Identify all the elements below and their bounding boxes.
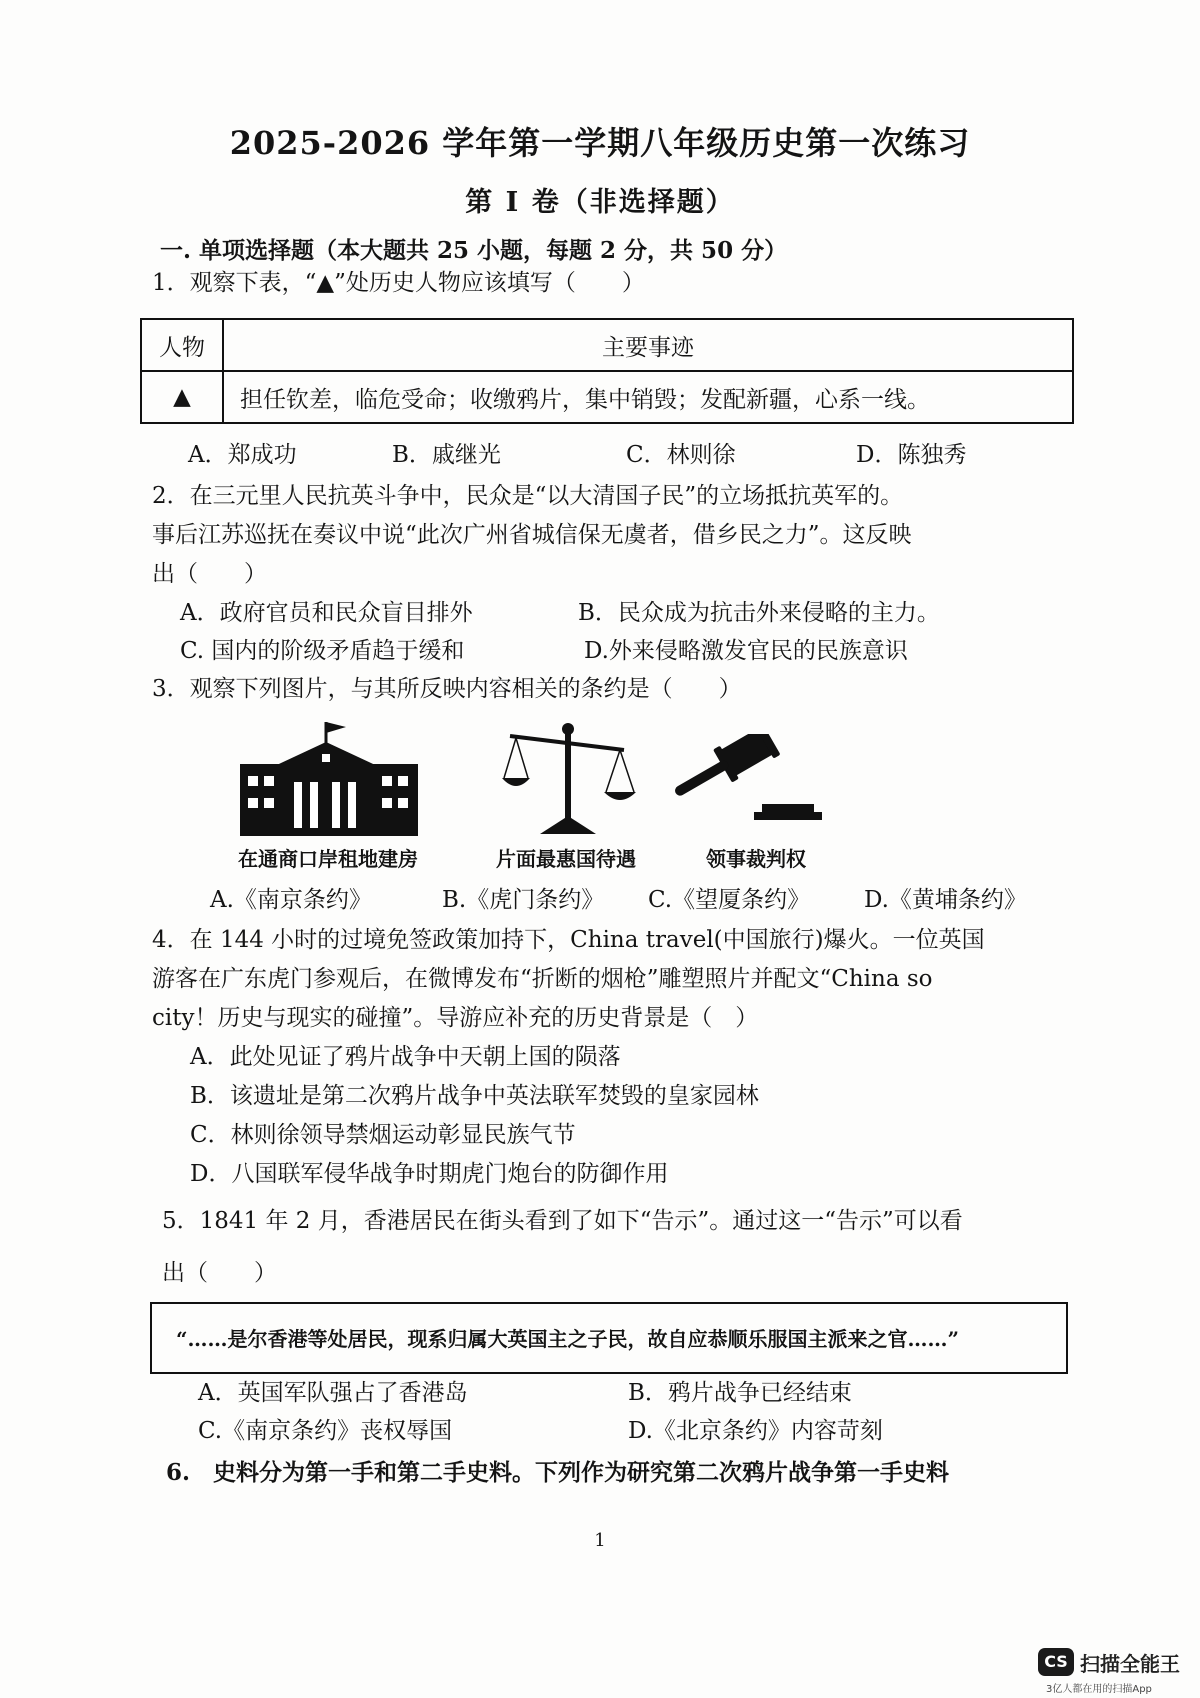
q2-option-b: B．民众成为抗击外来侵略的主力。	[578, 600, 940, 626]
q1-option-b: B．戚继光	[392, 442, 501, 468]
q1-option-d: D．陈独秀	[856, 442, 967, 468]
q5-option-a: A．英国军队强占了香港岛	[198, 1380, 468, 1406]
scanner-logo-icon: CS	[1038, 1648, 1074, 1676]
q1-stem: 1．观察下表，“▲”处历史人物应该填写（ ）	[152, 270, 645, 296]
page-title: 2025-2026 学年第一学期八年级历史第一次练习	[229, 124, 971, 162]
q3-option-d: D.《黄埔条约》	[864, 887, 1027, 913]
building-icon	[236, 718, 422, 836]
q5-stem-line: 5．1841 年 2 月，香港居民在街头看到了如下“告示”。通过这一“告示”可以看	[162, 1208, 963, 1234]
q1-table	[140, 318, 1074, 424]
q2-stem-line: 2．在三元里人民抗英斗争中，民众是“以大清国子民”的立场抵抗英军的。	[152, 483, 904, 509]
q5-stem-line: 出（ ）	[162, 1260, 277, 1286]
q1-option-a: A．郑成功	[188, 442, 297, 468]
table-header-cell: 主要事迹	[223, 319, 1073, 371]
table-header-cell: 人物	[141, 319, 223, 371]
q2-option-c: C. 国内的阶级矛盾趋于缓和	[180, 638, 465, 664]
paper-part-title: 第 Ⅰ 卷（非选择题）	[465, 187, 735, 218]
q3-caption-3: 领事裁判权	[706, 847, 806, 871]
q3-option-c: C.《望厦条约》	[648, 887, 811, 913]
q5-option-d: D.《北京条约》内容苛刻	[628, 1418, 883, 1444]
table-cell: 担任钦差，临危受命；收缴鸦片，集中销毁；发配新疆，心系一线。	[223, 371, 1073, 423]
q5-notice-text: “……是尔香港等处居民，现系归属大英国主之子民，故自应恭顺乐服国主派来之官……”	[176, 1327, 960, 1351]
q4-stem-line: city！历史与现实的碰撞”。导游应补充的历史背景是（ ）	[152, 1005, 759, 1031]
q4-option-c: C．林则徐领导禁烟运动彰显民族气节	[190, 1122, 576, 1148]
q4-option-d: D．八国联军侵华战争时期虎门炮台的防御作用	[190, 1161, 669, 1187]
table-row	[141, 371, 1073, 423]
q1-option-c: C．林则徐	[626, 442, 736, 468]
q4-stem-line: 4．在 144 小时的过境免签政策加持下，China travel(中国旅行)爆火。一位英国	[152, 927, 985, 953]
q2-stem-line: 出（ ）	[152, 561, 267, 587]
section-heading: 一. 单项选择题（本大题共 25 小题，每题 2 分，共 50 分）	[160, 237, 788, 264]
q4-option-a: A．此处见证了鸦片战争中天朝上国的陨落	[190, 1044, 621, 1070]
q2-option-a: A．政府官员和民众盲目排外	[180, 600, 473, 626]
gavel-icon	[674, 734, 824, 830]
page-number: 1	[594, 1530, 606, 1551]
q4-option-b: B．该遗址是第二次鸦片战争中英法联军焚毁的皇家园林	[190, 1083, 759, 1109]
q3-caption-2: 片面最惠国待遇	[496, 847, 636, 871]
q5-option-b: B．鸦片战争已经结束	[628, 1380, 852, 1406]
q3-option-b: B.《虎门条约》	[442, 887, 605, 913]
table-cell: ▲	[141, 371, 223, 423]
q2-option-d: D.外来侵略激发官民的民族意识	[584, 638, 908, 664]
q2-stem-line: 事后江苏巡抚在奏议中说“此次广州省城信保无虞者，借乡民之力”。这反映	[152, 522, 912, 548]
q3-caption-1: 在通商口岸租地建房	[238, 847, 418, 871]
table-header-row	[141, 319, 1073, 371]
q5-option-c: C.《南京条约》丧权辱国	[198, 1418, 453, 1444]
q4-stem-line: 游客在广东虎门参观后，在微博发布“折断的烟枪”雕塑照片并配文“China so	[152, 966, 933, 992]
q3-option-a: A.《南京条约》	[210, 887, 372, 913]
scale-icon	[500, 716, 636, 838]
q6-stem: 6. 史料分为第一手和第二手史料。下列作为研究第二次鸦片战争第一手史料	[166, 1459, 950, 1486]
q3-stem: 3．观察下列图片，与其所反映内容相关的条约是（ ）	[152, 676, 742, 702]
scanner-app-slogan: 3亿人都在用的扫描App	[1046, 1684, 1152, 1695]
scanner-app-name: 扫描全能王	[1080, 1652, 1180, 1676]
